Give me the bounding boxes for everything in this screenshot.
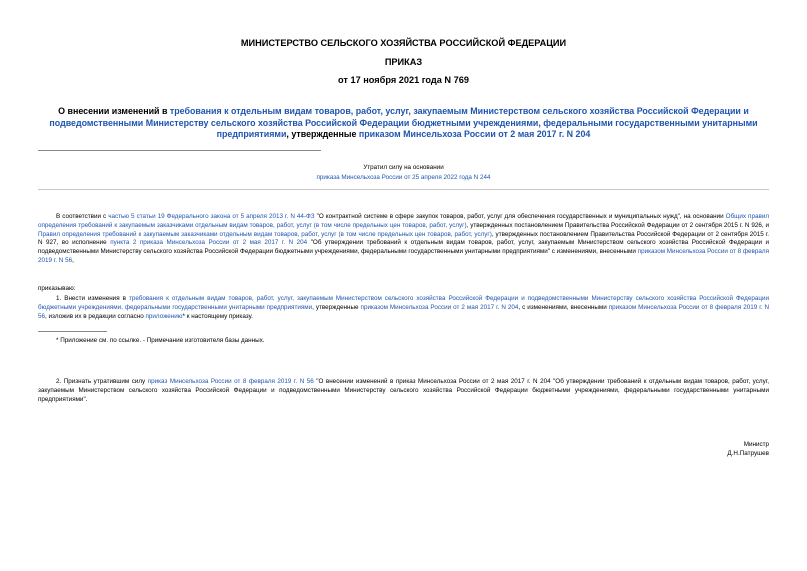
item-1-text: , с изменениями, внесенными	[518, 303, 609, 311]
signature-block	[560, 441, 769, 458]
preamble-text: "О контрактной системе в сфере закупок товаров, работ, услуг для обеспечения государственных и муниципальных нужд", на основании	[314, 213, 726, 220]
title-link-requirements[interactable]: требования к отдельным видам товаров, работ, услуг, закупаемым Министерством сельского хозяйства Российской Федерации и подведомственными Министерству сельского хозяйства Российской Федерации бюджетными учреждениями, федеральными государственными унитарными предприятиями	[49, 106, 758, 139]
doc-type-heading: ПРИКАЗ	[384, 57, 423, 67]
title-link-order-204[interactable]: приказом Минсельхоза России от 2 мая 2017 г. N 204	[358, 129, 591, 139]
item-1-text: 1. Внести изменения в	[56, 295, 129, 302]
preamble-paragraph	[38, 213, 769, 266]
separator-line	[38, 150, 321, 151]
footnote: * Приложение см. по ссылке. - Примечание изготовителя базы данных.	[56, 337, 265, 344]
preamble-link-item-2[interactable]: пункта 2 приказа Минсельхоза России от 2 мая 2017 г. N 204	[110, 239, 308, 247]
item-1-text: * к настоящему приказу.	[182, 312, 253, 320]
item-2-text: 2. Признать утратившим силу	[56, 378, 148, 385]
item-1-link-order-204[interactable]: приказом Минсельхоза России от 2 мая 2017 г. N 204	[360, 303, 519, 311]
preamble-text: ,	[72, 256, 74, 264]
title-text: О внесении изменений в	[58, 106, 170, 116]
preamble-link-rules[interactable]: Правил определения требований к закупаемым заказчиками отдельным видам товаров, работ, услуг (в том числе предельных цен товаров, работ, услуг)	[38, 230, 492, 238]
signature-position: Министр	[743, 441, 769, 448]
item-2-paragraph	[38, 378, 769, 404]
preamble-link-law-44[interactable]: частью 5 статьи 19 Федерального закона от 5 апреля 2013 г. N 44-ФЗ	[108, 213, 315, 220]
preamble-link-general-rules[interactable]: Общих правил определения требований к закупаемым заказчиками отдельным видам товаров, работ, услуг (в том числе предельных цен товаров, работ, услуг)	[38, 213, 770, 229]
footnote-separator	[38, 331, 107, 332]
item-1-link-requirements[interactable]: требования к отдельным видам товаров, работ, услуг, закупаемым Министерством сельского хозяйства Российской Федерации и подведомственными Министерству сельского хозяйства Российской Федерации бюджетными учреждениями, федеральными государственными унитарными предприятиями	[38, 295, 769, 311]
status-note	[0, 164, 807, 182]
item-2-text: "О внесении изменений в приказ Минсельхоза России от 2 мая 2017 г. N 204 "Об утверждении требований к отдельным видам товаров, работ, услуг, закупаемым Министерством сельского хозяйства Российской Федерации и подведомственными Министерству сельского хозяйства Российской Федерации бюджетными учреждениями, федеральными государственными унитарными предприятиями".	[38, 378, 769, 403]
preamble-text: , утвержденных постановлением Правительства Российской Федерации от 2 сентября 2015 г. N 926, и	[466, 221, 769, 229]
signature-name: Д.Н.Патрушев	[727, 449, 769, 457]
item-1-link-order-56[interactable]: приказом Минсельхоза России от 8 февраля 2019 г. N 56	[38, 303, 770, 320]
item-2-link-order-56[interactable]: приказ Минсельхоза России от 8 февраля 2019 г. N 56	[147, 378, 314, 385]
status-note-link[interactable]: приказа Минсельхоза России от 25 апреля 2022 года N 244	[316, 173, 491, 181]
document-title	[40, 106, 767, 141]
item-1-text: , изложив их в редакции согласно	[45, 312, 146, 320]
preamble-text: , утвержденных постановлением Правительства Российской Федерации от 2 сентября 2015 г. N 927, во исполнение	[38, 230, 769, 247]
order-word: приказываю:	[38, 285, 76, 292]
title-text: , утвержденные	[286, 129, 359, 139]
preamble-link-order-56[interactable]: приказом Минсельхоза России от 8 февраля 2019 г. N 56	[38, 248, 769, 264]
item-1-paragraph	[38, 295, 769, 321]
separator-line	[38, 189, 769, 190]
item-1-text: , утвержденные	[312, 303, 361, 311]
ministry-heading: МИНИСТЕРСТВО СЕЛЬСКОГО ХОЗЯЙСТВА РОССИЙСКОЙ ФЕДЕРАЦИИ	[240, 38, 567, 48]
status-note-text: Утратил силу на основании	[363, 164, 444, 171]
preamble-text: В соответствии с	[56, 213, 109, 220]
item-1-link-appendix[interactable]: приложению	[145, 312, 183, 320]
doc-date-number: от 17 ноября 2021 года N 769	[338, 75, 469, 85]
preamble-text: "Об утверждении требований к отдельным видам товаров, работ, услуг, закупаемым Министерством сельского хозяйства Российской Федерации и подведомственными Министерству сельского хозяйства Российской Федерации бюджетными учреждениями, федеральными государственными унитарными предприятиями" с изменениями, внесенными	[38, 239, 769, 256]
